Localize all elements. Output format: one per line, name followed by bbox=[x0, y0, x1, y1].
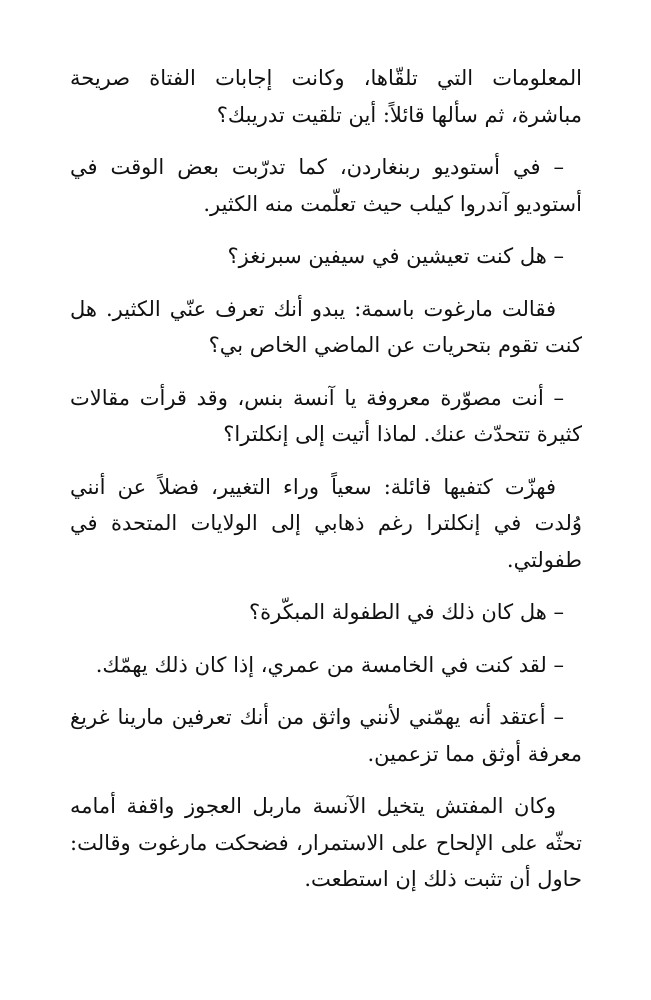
dialogue-paragraph: – هل كنت تعيشين في سيفين سبرنغز؟ bbox=[227, 244, 564, 268]
paragraph-continuation: المعلومات التي تلقّاها، وكانت إجابات الفتاة صريحة مباشرة، ثم سألها قائلاً: أين تلقيت تدريبك؟ bbox=[70, 66, 582, 127]
narrative-paragraph: فقالت مارغوت باسمة: يبدو أنك تعرف عنّي الكثير. هل كنت تقوم بتحريات عن الماضي الخاص بي؟ bbox=[70, 296, 582, 357]
narrative-paragraph: فهزّت كتفيها قائلة: سعياً وراء التغيير، فضلاً عن أنني وُلدت في إنكلترا رغم ذهابي إلى الولايات المتحدة في طفولتي. bbox=[70, 474, 582, 572]
book-page bbox=[70, 60, 582, 914]
dialogue-paragraph: – أعتقد أنه يهمّني لأنني واثق من أنك تعرفين مارينا غريغ معرفة أوثق مما تزعمين. bbox=[70, 705, 582, 766]
narrative-paragraph: وكان المفتش يتخيل الآنسة ماربل العجوز واقفة أمامه تحثّه على الإلحاح على الاستمرار، فضحكت مارغوت وقالت: حاول أن تثبت ذلك إن استطعت. bbox=[70, 794, 582, 891]
dialogue-paragraph: – أنت مصوّرة معروفة يا آنسة بنس، وقد قرأت مقالات كثيرة تتحدّث عنك. لماذا أتيت إلى إنكلترا؟ bbox=[70, 385, 582, 446]
dialogue-paragraph: – هل كان ذلك في الطفولة المبكّرة؟ bbox=[249, 600, 564, 624]
dialogue-paragraph: – لقد كنت في الخامسة من عمري، إذا كان ذلك يهمّك. bbox=[95, 652, 564, 677]
dialogue-paragraph: – في أستوديو ربنغاردن، كما تدرّبت بعض الوقت في أستوديو آندروا كيلب حيث تعلّمت منه الكثير. bbox=[70, 155, 582, 216]
